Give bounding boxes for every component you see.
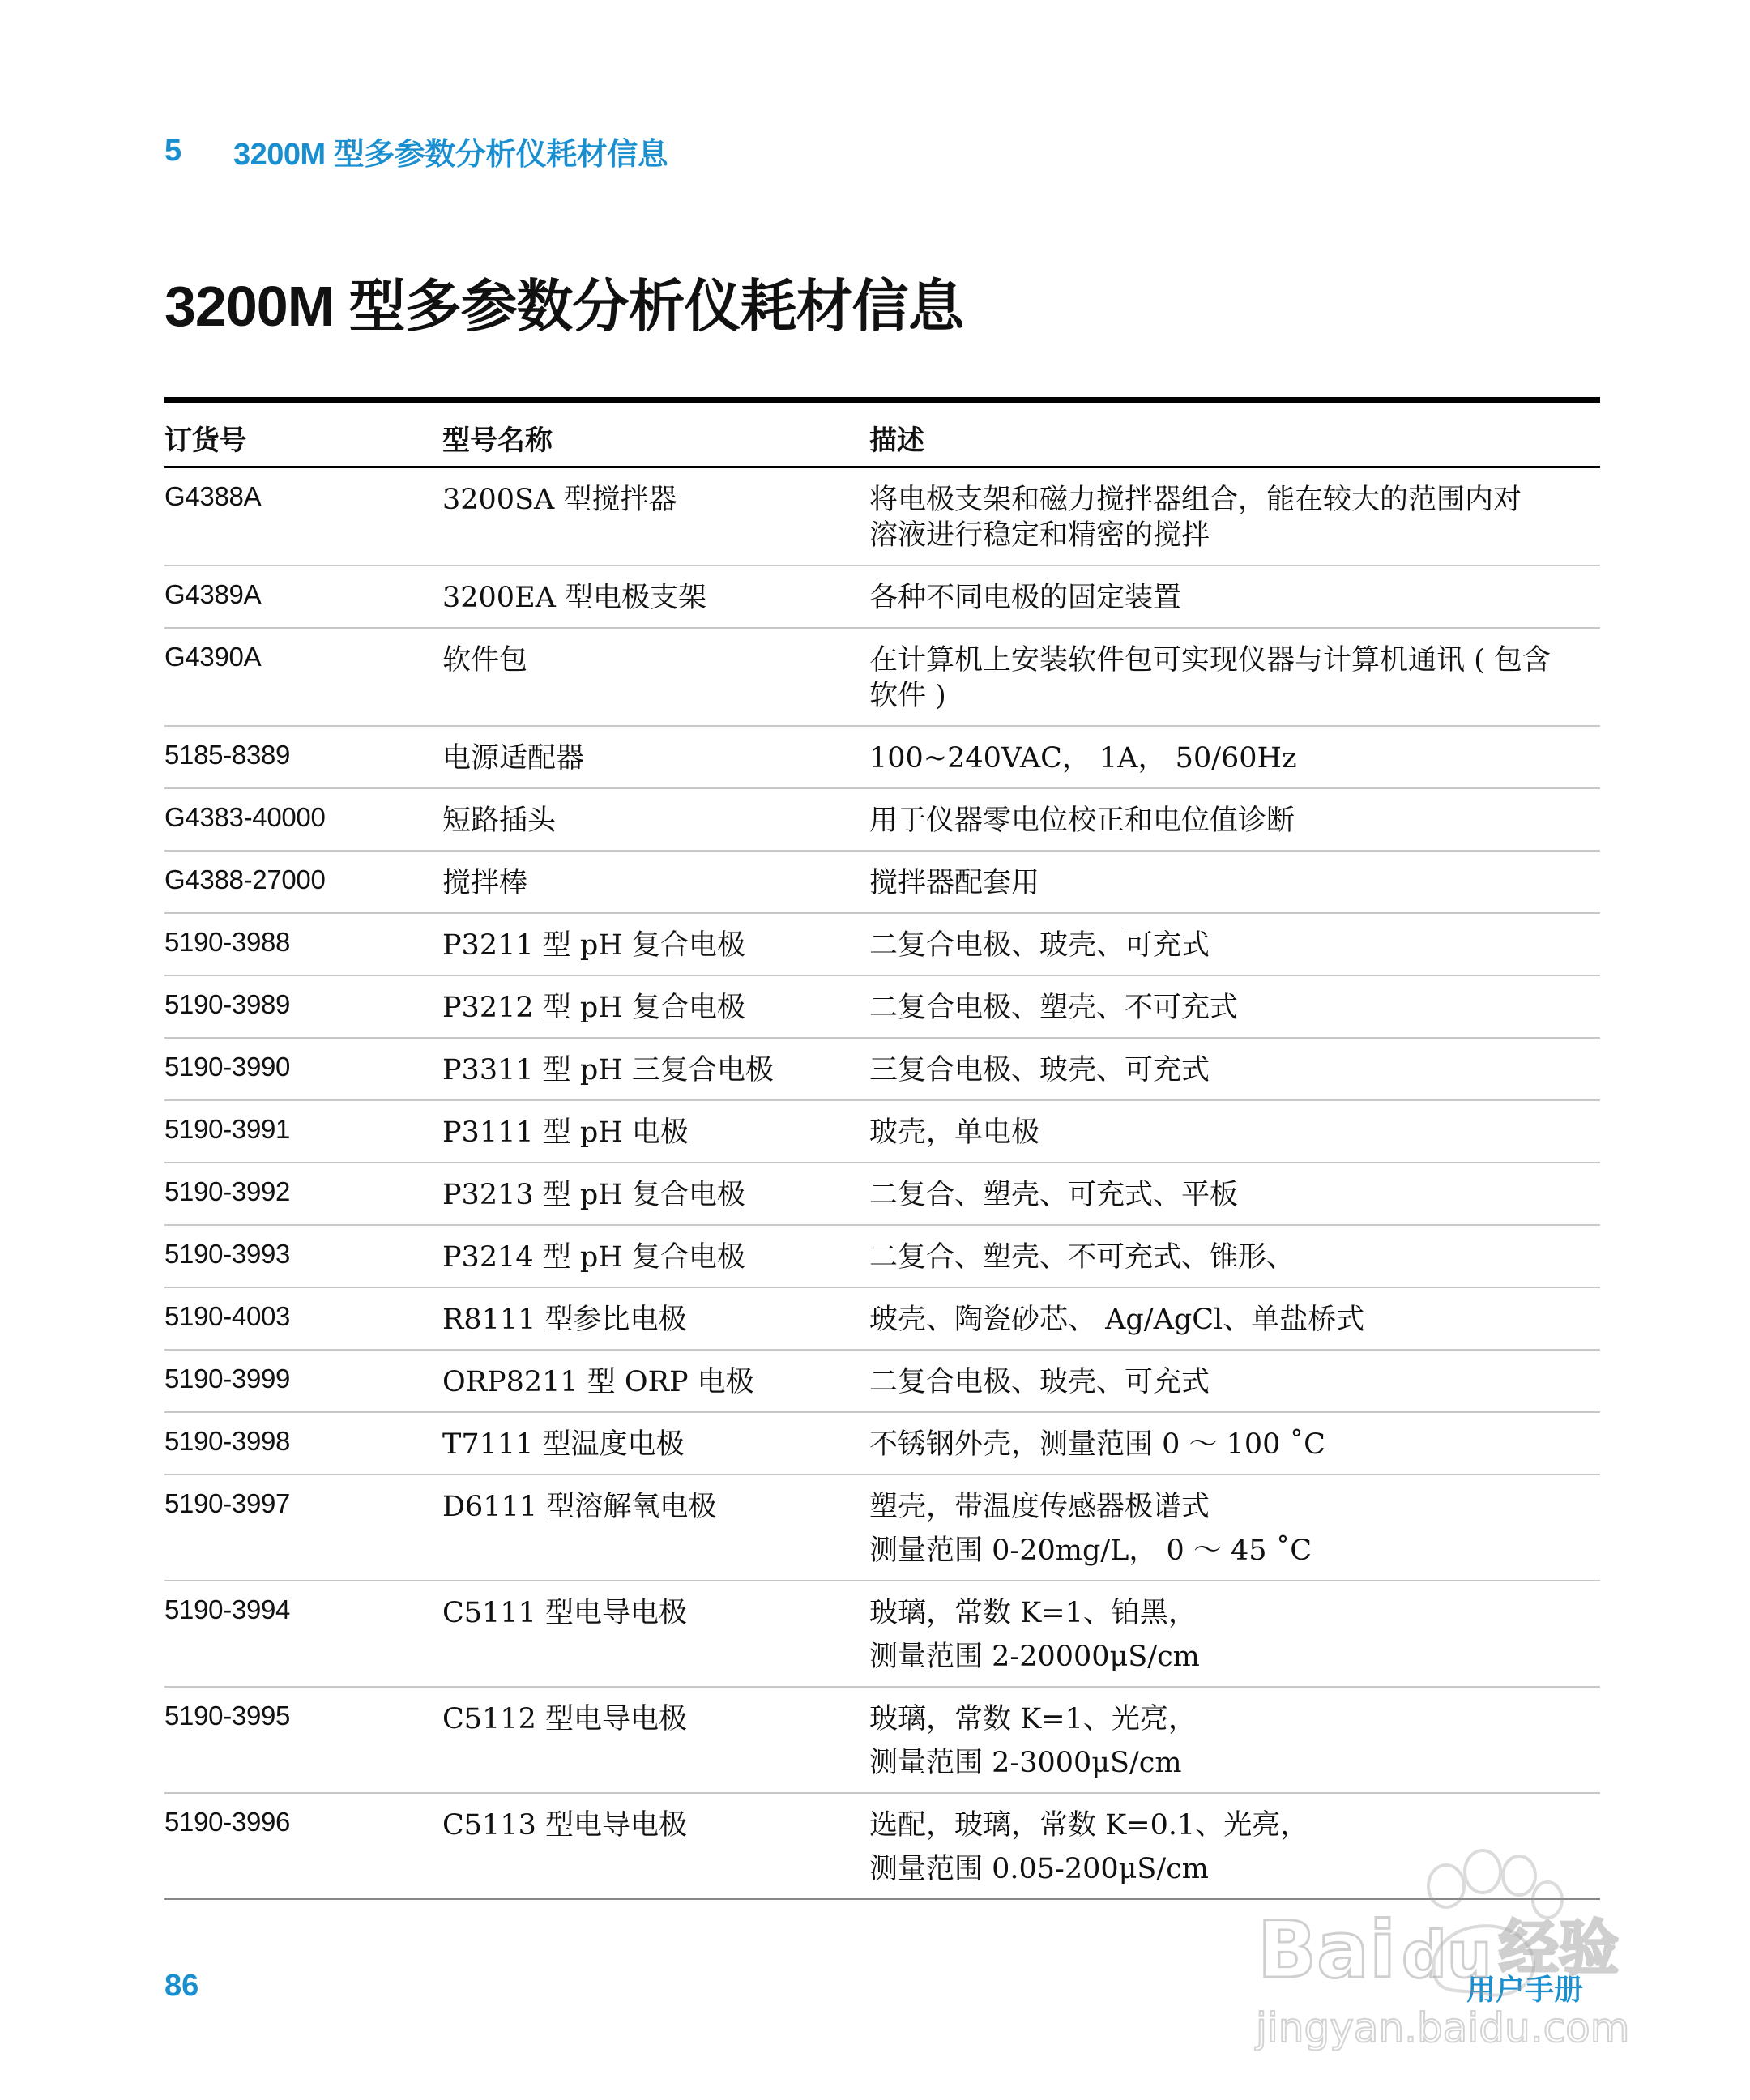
table-row xyxy=(164,1688,1600,1794)
order-number-cell: 5190-3994 xyxy=(164,1594,291,1624)
description-line: 搅拌器配套用 xyxy=(869,867,1040,899)
model-name-cell: P3214 型 pH 复合电极 xyxy=(442,1241,745,1274)
model-name-cell: T7111 型温度电极 xyxy=(442,1428,685,1461)
description-line: 二复合电极、玻壳、可充式 xyxy=(869,1366,1210,1398)
model-name-cell: P3111 型 pH 电极 xyxy=(442,1116,689,1149)
description-line: 各种不同电极的固定装置 xyxy=(869,582,1182,614)
description-cell xyxy=(869,1049,1600,1088)
description-cell xyxy=(869,924,1600,963)
consumables-table xyxy=(164,397,1600,1900)
model-name-cell: R8111 型参比电极 xyxy=(442,1304,687,1336)
table-row xyxy=(164,852,1600,914)
order-number-cell: 5185-8389 xyxy=(164,740,291,770)
running-header xyxy=(164,130,668,172)
description-cell xyxy=(869,1698,1600,1781)
model-name-cell: P3311 型 pH 三复合电极 xyxy=(442,1054,774,1086)
table-row xyxy=(164,1413,1600,1475)
description-line: 三复合电极、玻壳、可充式 xyxy=(869,1054,1210,1086)
description-line: 二复合电极、塑壳、不可充式 xyxy=(869,992,1239,1024)
table-row xyxy=(164,727,1600,789)
model-name-cell: C5113 型电导电极 xyxy=(442,1809,687,1842)
order-number-cell: G4388-27000 xyxy=(164,864,326,894)
table-row xyxy=(164,1475,1600,1581)
description-line: 二复合、塑壳、不可充式、锥形、 xyxy=(869,1241,1295,1274)
order-number-cell: 5190-4003 xyxy=(164,1301,291,1331)
description-line: 二复合、塑壳、可充式、平板 xyxy=(869,1179,1239,1211)
description-cell xyxy=(869,1423,1600,1462)
model-name-cell: 软件包 xyxy=(442,644,528,677)
description-line: 测量范围 0.05-200μS/cm xyxy=(869,1853,1209,1885)
description-line: 选配，玻璃，常数 K=0.1、光亮， xyxy=(869,1809,1309,1842)
description-cell xyxy=(869,987,1600,1026)
model-name-cell: 短路插头 xyxy=(442,805,557,837)
description-line: 100~240VAC， 1A， 50/60Hz xyxy=(869,742,1297,775)
description-cell xyxy=(869,479,1600,553)
description-cell xyxy=(869,1361,1600,1400)
table-row xyxy=(164,1581,1600,1688)
order-number-cell: 5190-3992 xyxy=(164,1176,291,1206)
svg-text:jingyan.baidu.com: jingyan.baidu.com xyxy=(1256,2004,1630,2051)
description-line: 塑壳，带温度传感器极谱式 xyxy=(869,1491,1210,1523)
svg-text:Bai: Bai xyxy=(1257,1905,1396,1995)
table-row xyxy=(164,566,1600,629)
table-row xyxy=(164,1039,1600,1101)
table-row xyxy=(164,1101,1600,1163)
model-name-cell: D6111 型溶解氧电极 xyxy=(442,1491,717,1523)
description-line: 玻璃，常数 K=1、光亮， xyxy=(869,1703,1197,1735)
description-cell xyxy=(869,862,1600,901)
model-name-cell: C5112 型电导电极 xyxy=(442,1703,687,1735)
description-line: 软件 ) xyxy=(869,680,946,712)
description-line: 将电极支架和磁力搅拌器组合，能在较大的范围内对 xyxy=(869,484,1522,516)
order-number-cell: 5190-3996 xyxy=(164,1807,291,1837)
description-line: 测量范围 0-20mg/L， 0 ～ 45 ˚C xyxy=(869,1534,1312,1567)
description-cell xyxy=(869,577,1600,616)
model-name-cell: 3200SA 型搅拌器 xyxy=(442,484,677,516)
model-name-cell: P3213 型 pH 复合电极 xyxy=(442,1179,745,1211)
model-name-cell: P3211 型 pH 复合电极 xyxy=(442,929,745,962)
description-line: 二复合电极、玻壳、可充式 xyxy=(869,929,1210,962)
order-number-cell: 5190-3997 xyxy=(164,1488,291,1518)
column-header-model-name: 型号名称 xyxy=(442,424,553,457)
table-row xyxy=(164,1288,1600,1351)
table-row xyxy=(164,789,1600,852)
description-line: 测量范围 2-20000μS/cm xyxy=(869,1641,1200,1673)
order-number-cell: 5190-3999 xyxy=(164,1364,291,1394)
description-cell xyxy=(869,1592,1600,1675)
description-line: 在计算机上安装软件包可实现仪器与计算机通讯 ( 包含 xyxy=(869,644,1551,677)
column-header-description: 描述 xyxy=(869,424,924,457)
table-row xyxy=(164,629,1600,727)
table-row xyxy=(164,468,1600,566)
description-cell xyxy=(869,800,1600,839)
svg-text:经验: 经验 xyxy=(1499,1914,1619,1983)
description-cell xyxy=(869,1236,1600,1275)
order-number-cell: 5190-3990 xyxy=(164,1052,291,1082)
chapter-title: 3200M 型多参数分析仪耗材信息 xyxy=(233,137,668,172)
description-line: 玻璃，常数 K=1、铂黑， xyxy=(869,1597,1197,1629)
model-name-cell: 搅拌棒 xyxy=(442,867,528,899)
order-number-cell: G4383-40000 xyxy=(164,802,326,832)
table-row xyxy=(164,1794,1600,1898)
model-name-cell: 电源适配器 xyxy=(442,742,585,775)
model-name-cell: P3212 型 pH 复合电极 xyxy=(442,992,745,1024)
description-line: 溶液进行稳定和精密的搅拌 xyxy=(869,519,1210,552)
table-row xyxy=(164,1226,1600,1288)
description-cell xyxy=(869,1486,1600,1569)
order-number-cell: 5190-3993 xyxy=(164,1239,291,1269)
table-row xyxy=(164,914,1600,976)
chapter-number: 5 xyxy=(164,133,181,168)
model-name-cell: C5111 型电导电极 xyxy=(442,1597,687,1629)
table-row xyxy=(164,1351,1600,1413)
table-row xyxy=(164,976,1600,1039)
svg-text:du: du xyxy=(1402,1919,1492,1992)
description-line: 用于仪器零电位校正和电位值诊断 xyxy=(869,805,1295,837)
page-title: 3200M 型多参数分析仪耗材信息 xyxy=(164,275,964,338)
order-number-cell: 5190-3988 xyxy=(164,927,291,957)
order-number-cell: 5190-3995 xyxy=(164,1701,291,1731)
description-cell xyxy=(869,737,1600,776)
description-line: 玻壳、陶瓷砂芯、 Ag/AgCl、单盐桥式 xyxy=(869,1304,1365,1336)
description-cell xyxy=(869,1804,1600,1887)
order-number-cell: 5190-3991 xyxy=(164,1114,291,1144)
model-name-cell: 3200EA 型电极支架 xyxy=(442,582,707,614)
model-name-cell: ORP8211 型 ORP 电极 xyxy=(442,1366,754,1398)
description-cell xyxy=(869,1112,1600,1150)
description-cell xyxy=(869,1174,1600,1213)
page-number: 86 xyxy=(164,1969,199,2003)
order-number-cell: 5190-3998 xyxy=(164,1426,291,1456)
description-line: 玻壳，单电极 xyxy=(869,1116,1040,1149)
order-number-cell: G4389A xyxy=(164,579,262,609)
table-header-row xyxy=(164,403,1600,468)
description-line: 测量范围 2-3000μS/cm xyxy=(869,1747,1182,1779)
table-row xyxy=(164,1163,1600,1226)
description-cell xyxy=(869,639,1600,714)
order-number-cell: G4390A xyxy=(164,642,262,672)
description-cell xyxy=(869,1299,1600,1338)
order-number-cell: 5190-3989 xyxy=(164,989,291,1019)
column-header-order-number: 订货号 xyxy=(164,424,247,457)
order-number-cell: G4388A xyxy=(164,481,262,511)
description-line: 不锈钢外壳，测量范围 0 ～ 100 ˚C xyxy=(869,1428,1325,1461)
table-body xyxy=(164,468,1600,1898)
manual-label: 用户手册 xyxy=(1466,1974,1584,2007)
